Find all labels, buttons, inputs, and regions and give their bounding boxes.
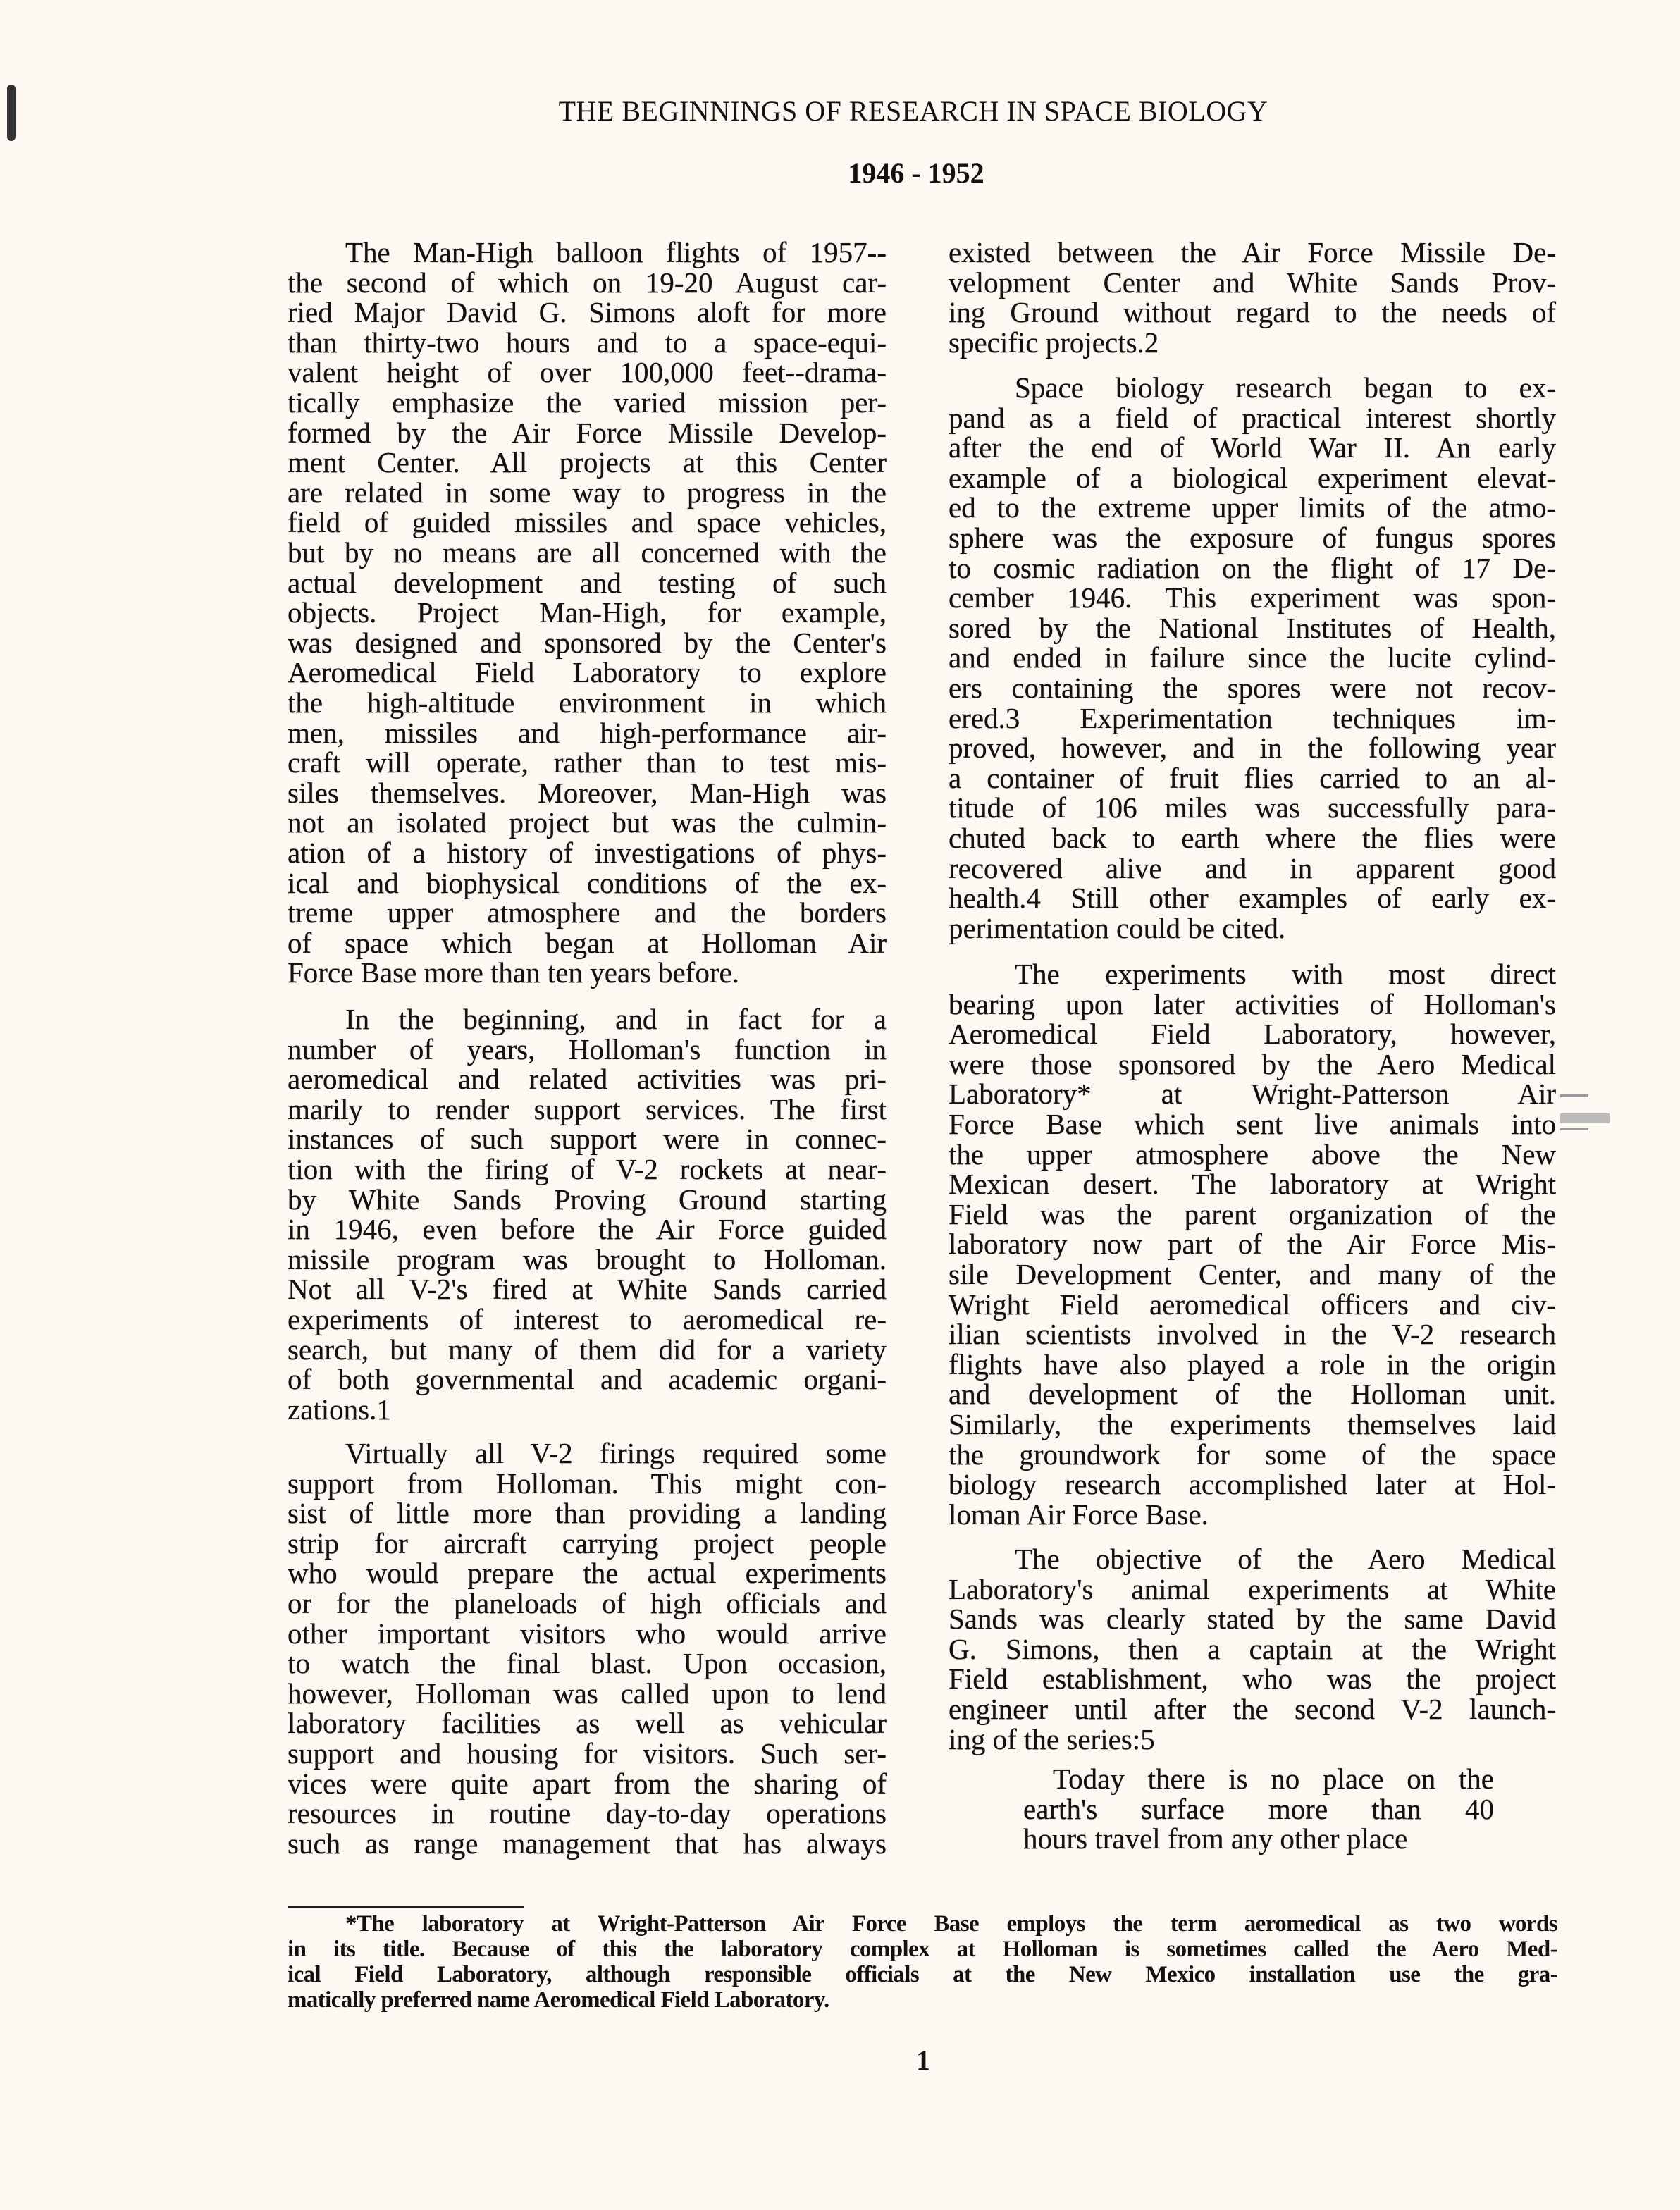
paragraph-line: The objective of the Aero Medical xyxy=(1015,1543,1556,1575)
page-subtitle-years: 1946 - 1952 xyxy=(848,157,984,189)
paragraph-line: perimentation could be cited. xyxy=(949,911,1286,944)
paragraph-line: the high-altitude environment in which xyxy=(288,686,887,719)
paragraph-line: tion with the firing of V-2 rockets at near- xyxy=(288,1153,887,1185)
paragraph-line: formed by the Air Force Missile Develop- xyxy=(288,416,887,449)
paragraph-line: however, Holloman was called upon to lend xyxy=(288,1677,887,1710)
paragraph-line: ilian scientists involved in the V-2 research xyxy=(949,1318,1556,1351)
paragraph-line: support and housing for visitors. Such ser- xyxy=(288,1737,887,1770)
page-title: THE BEGINNINGS OF RESEARCH IN SPACE BIOLOGY xyxy=(558,95,1268,127)
paragraph-line: field of guided missiles and space vehicles, xyxy=(288,506,887,539)
paragraph-line: cember 1946. This experiment was spon- xyxy=(949,581,1556,615)
paragraph-line: The experiments with most direct xyxy=(1015,958,1556,990)
paragraph-line: Not all V-2's fired at White Sands carried xyxy=(288,1273,887,1306)
paragraph-line: experiments of interest to aeromedical re- xyxy=(288,1303,887,1335)
paragraph-line: ing Ground without regard to the needs of xyxy=(949,296,1556,329)
paragraph-line: sored by the National Institutes of Health, xyxy=(949,611,1556,644)
paragraph-line: pand as a field of practical interest shortly xyxy=(949,401,1556,434)
paragraph-line: flights have also played a role in the origin xyxy=(949,1347,1556,1381)
paragraph-line: example of a biological experiment elevat- xyxy=(949,461,1556,494)
paragraph-line: other important visitors who would arrive xyxy=(288,1617,887,1650)
paragraph-line: of both governmental and academic organi- xyxy=(288,1363,887,1396)
paragraph-line: engineer until after the second V-2 launch- xyxy=(949,1693,1556,1725)
paragraph-line: number of years, Holloman's function in xyxy=(288,1032,887,1066)
paragraph-line: in 1946, even before the Air Force guided xyxy=(288,1213,887,1246)
paragraph-line: Space biology research began to ex- xyxy=(1015,371,1556,404)
quote-line: Today there is no place on the xyxy=(1053,1763,1494,1795)
paragraph-line: or for the planeloads of high officials and xyxy=(288,1587,887,1619)
paragraph-line: specific projects.2 xyxy=(949,326,1159,359)
paragraph-line: strip for aircraft carrying project people xyxy=(288,1526,887,1560)
paragraph-line: and development of the Holloman unit. xyxy=(949,1378,1556,1411)
scan-mark xyxy=(1560,1094,1588,1097)
paragraph-line: tically emphasize the varied mission per- xyxy=(288,386,887,419)
paragraph-line: vices were quite apart from the sharing of xyxy=(288,1767,887,1800)
paragraph-line: but by no means are all concerned with the xyxy=(288,536,887,569)
paragraph-line: health.4 Still other examples of early ex- xyxy=(949,882,1556,915)
paragraph-line: actual development and testing of such xyxy=(288,566,887,599)
paragraph-line: by White Sands Proving Ground starting xyxy=(288,1183,887,1216)
paragraph-line: Laboratory* at Wright-Patterson Air xyxy=(949,1078,1556,1111)
footnote-line: matically preferred name Aeromedical Field Laboratory. xyxy=(288,1987,829,2013)
paragraph-line: treme upper atmosphere and the borders xyxy=(288,896,887,930)
paragraph-line: after the end of World War II. An early xyxy=(949,431,1556,464)
paragraph-line: the groundwork for some of the space xyxy=(949,1438,1556,1471)
paragraph-line: Force Base which sent live animals into xyxy=(949,1108,1556,1140)
paragraph-line: not an isolated project but was the culmin- xyxy=(288,806,887,839)
paragraph-line: Similarly, the experiments themselves laid xyxy=(949,1408,1556,1440)
paragraph-line: are related in some way to progress in the xyxy=(288,476,887,509)
paragraph-line: sist of little more than providing a landing xyxy=(288,1497,887,1530)
paragraph-line: a container of fruit flies carried to an al- xyxy=(949,761,1556,794)
paragraph-line: Field was the parent organization of the xyxy=(949,1197,1556,1230)
paragraph-line: Sands was clearly stated by the same David xyxy=(949,1603,1556,1636)
paragraph-line: support from Holloman. This might con- xyxy=(288,1467,887,1500)
paragraph-line: valent height of over 100,000 feet--drama- xyxy=(288,356,887,389)
paragraph-line: ical and biophysical conditions of the ex- xyxy=(288,866,887,899)
paragraph-line: sile Development Center, and many of the xyxy=(949,1258,1556,1290)
paragraph-line: Field establishment, who was the project xyxy=(949,1662,1556,1696)
paragraph-line: instances of such support were in connec- xyxy=(288,1123,887,1156)
scan-mark xyxy=(1560,1128,1588,1130)
paragraph-line: to cosmic radiation on the flight of 17 De- xyxy=(949,551,1556,584)
paragraph-line: to watch the final blast. Upon occasion, xyxy=(288,1647,887,1680)
paragraph-line: ried Major David G. Simons aloft for more xyxy=(288,296,887,329)
paragraph-line: craft will operate, rather than to test mis- xyxy=(288,746,887,779)
footnote-divider xyxy=(288,1906,524,1908)
paragraph-line: of space which began at Holloman Air xyxy=(288,926,887,959)
scan-mark xyxy=(1560,1113,1610,1123)
paragraph-line: marily to render support services. The first xyxy=(288,1092,887,1125)
paragraph-line: aeromedical and related activities was pri- xyxy=(288,1063,887,1096)
paragraph-line: laboratory now part of the Air Force Mis- xyxy=(949,1228,1556,1261)
paragraph-line: Virtually all V-2 firings required some xyxy=(345,1437,887,1469)
paragraph-line: chuted back to earth where the flies were xyxy=(949,822,1556,854)
paragraph-line: proved, however, and in the following year xyxy=(949,731,1556,765)
paragraph-line: was designed and sponsored by the Center's xyxy=(288,626,887,659)
paragraph-line: search, but many of them did for a variety xyxy=(288,1333,887,1366)
paragraph-line: The Man-High balloon flights of 1957-- xyxy=(345,236,887,268)
paragraph-line: sphere was the exposure of fungus spores xyxy=(949,521,1556,554)
paragraph-line: resources in routine day-to-day operations xyxy=(288,1797,887,1830)
paragraph-line: zations.1 xyxy=(288,1393,391,1426)
paragraph-line: Aeromedical Field Laboratory, however, xyxy=(949,1018,1556,1051)
page-number: 1 xyxy=(916,2044,930,2076)
paragraph-line: existed between the Air Force Missile De- xyxy=(949,236,1556,268)
footnote-line: in its title. Because of this the laboratory complex at Holloman is sometimes called the Aero Med- xyxy=(288,1937,1557,1962)
paragraph-line: missile program was brought to Holloman. xyxy=(288,1242,887,1276)
paragraph-line: Aeromedical Field Laboratory to explore xyxy=(288,656,887,689)
paragraph-line: ing of the series:5 xyxy=(949,1722,1155,1755)
footnote-line: *The laboratory at Wright-Patterson Air Force Base employs the term aeromedical as two words xyxy=(345,1911,1557,1937)
paragraph-line: were those sponsored by the Aero Medical xyxy=(949,1047,1556,1080)
paragraph-line: ed to the extreme upper limits of the atmo- xyxy=(949,491,1556,524)
paragraph-line: and ended in failure since the lucite cylind- xyxy=(949,641,1556,674)
paragraph-line: ment Center. All projects at this Center xyxy=(288,446,887,479)
paragraph-line: titude of 106 miles was successfully para- xyxy=(949,791,1556,825)
paragraph-line: Laboratory's animal experiments at White xyxy=(949,1572,1556,1605)
paragraph-line: In the beginning, and in fact for a xyxy=(345,1003,887,1035)
paragraph-line: velopment Center and White Sands Prov- xyxy=(949,266,1556,299)
paragraph-line: bearing upon later activities of Holloman's xyxy=(949,987,1556,1020)
paragraph-line: laboratory facilities as well as vehicular xyxy=(288,1707,887,1740)
quote-line: earth's surface more than 40 xyxy=(1023,1792,1494,1825)
paragraph-line: the upper atmosphere above the New xyxy=(949,1137,1556,1171)
paragraph-line: who would prepare the actual experiments xyxy=(288,1557,887,1590)
paragraph-line: men, missiles and high-performance air- xyxy=(288,716,887,749)
paragraph-line: objects. Project Man-High, for example, xyxy=(288,596,887,629)
paragraph-line: Force Base more than ten years before. xyxy=(288,956,739,989)
footnote-line: ical Field Laboratory, although responsible officials at the New Mexico installation use the gra- xyxy=(288,1962,1557,1987)
paragraph-line: loman Air Force Base. xyxy=(949,1498,1209,1531)
paragraph-line: Mexican desert. The laboratory at Wright xyxy=(949,1168,1556,1201)
paragraph-line: siles themselves. Moreover, Man-High was xyxy=(288,776,887,809)
scan-mark xyxy=(7,85,16,141)
paragraph-line: ered.3 Experimentation techniques im- xyxy=(949,701,1556,734)
paragraph-line: biology research accomplished later at Hol- xyxy=(949,1468,1556,1501)
paragraph-line: ers containing the spores were not recov- xyxy=(949,672,1556,704)
paragraph-line: ation of a history of investigations of phys- xyxy=(288,837,887,869)
paragraph-line: the second of which on 19-20 August car- xyxy=(288,266,887,299)
paragraph-line: such as range management that has always xyxy=(288,1827,887,1860)
paragraph-line: than thirty-two hours and to a space-equi- xyxy=(288,326,887,359)
paragraph-line: Wright Field aeromedical officers and civ- xyxy=(949,1288,1556,1321)
quote-line: hours travel from any other place xyxy=(1023,1822,1408,1856)
paragraph-line: G. Simons, then a captain at the Wright xyxy=(949,1632,1556,1665)
paragraph-line: recovered alive and in apparent good xyxy=(949,851,1556,884)
